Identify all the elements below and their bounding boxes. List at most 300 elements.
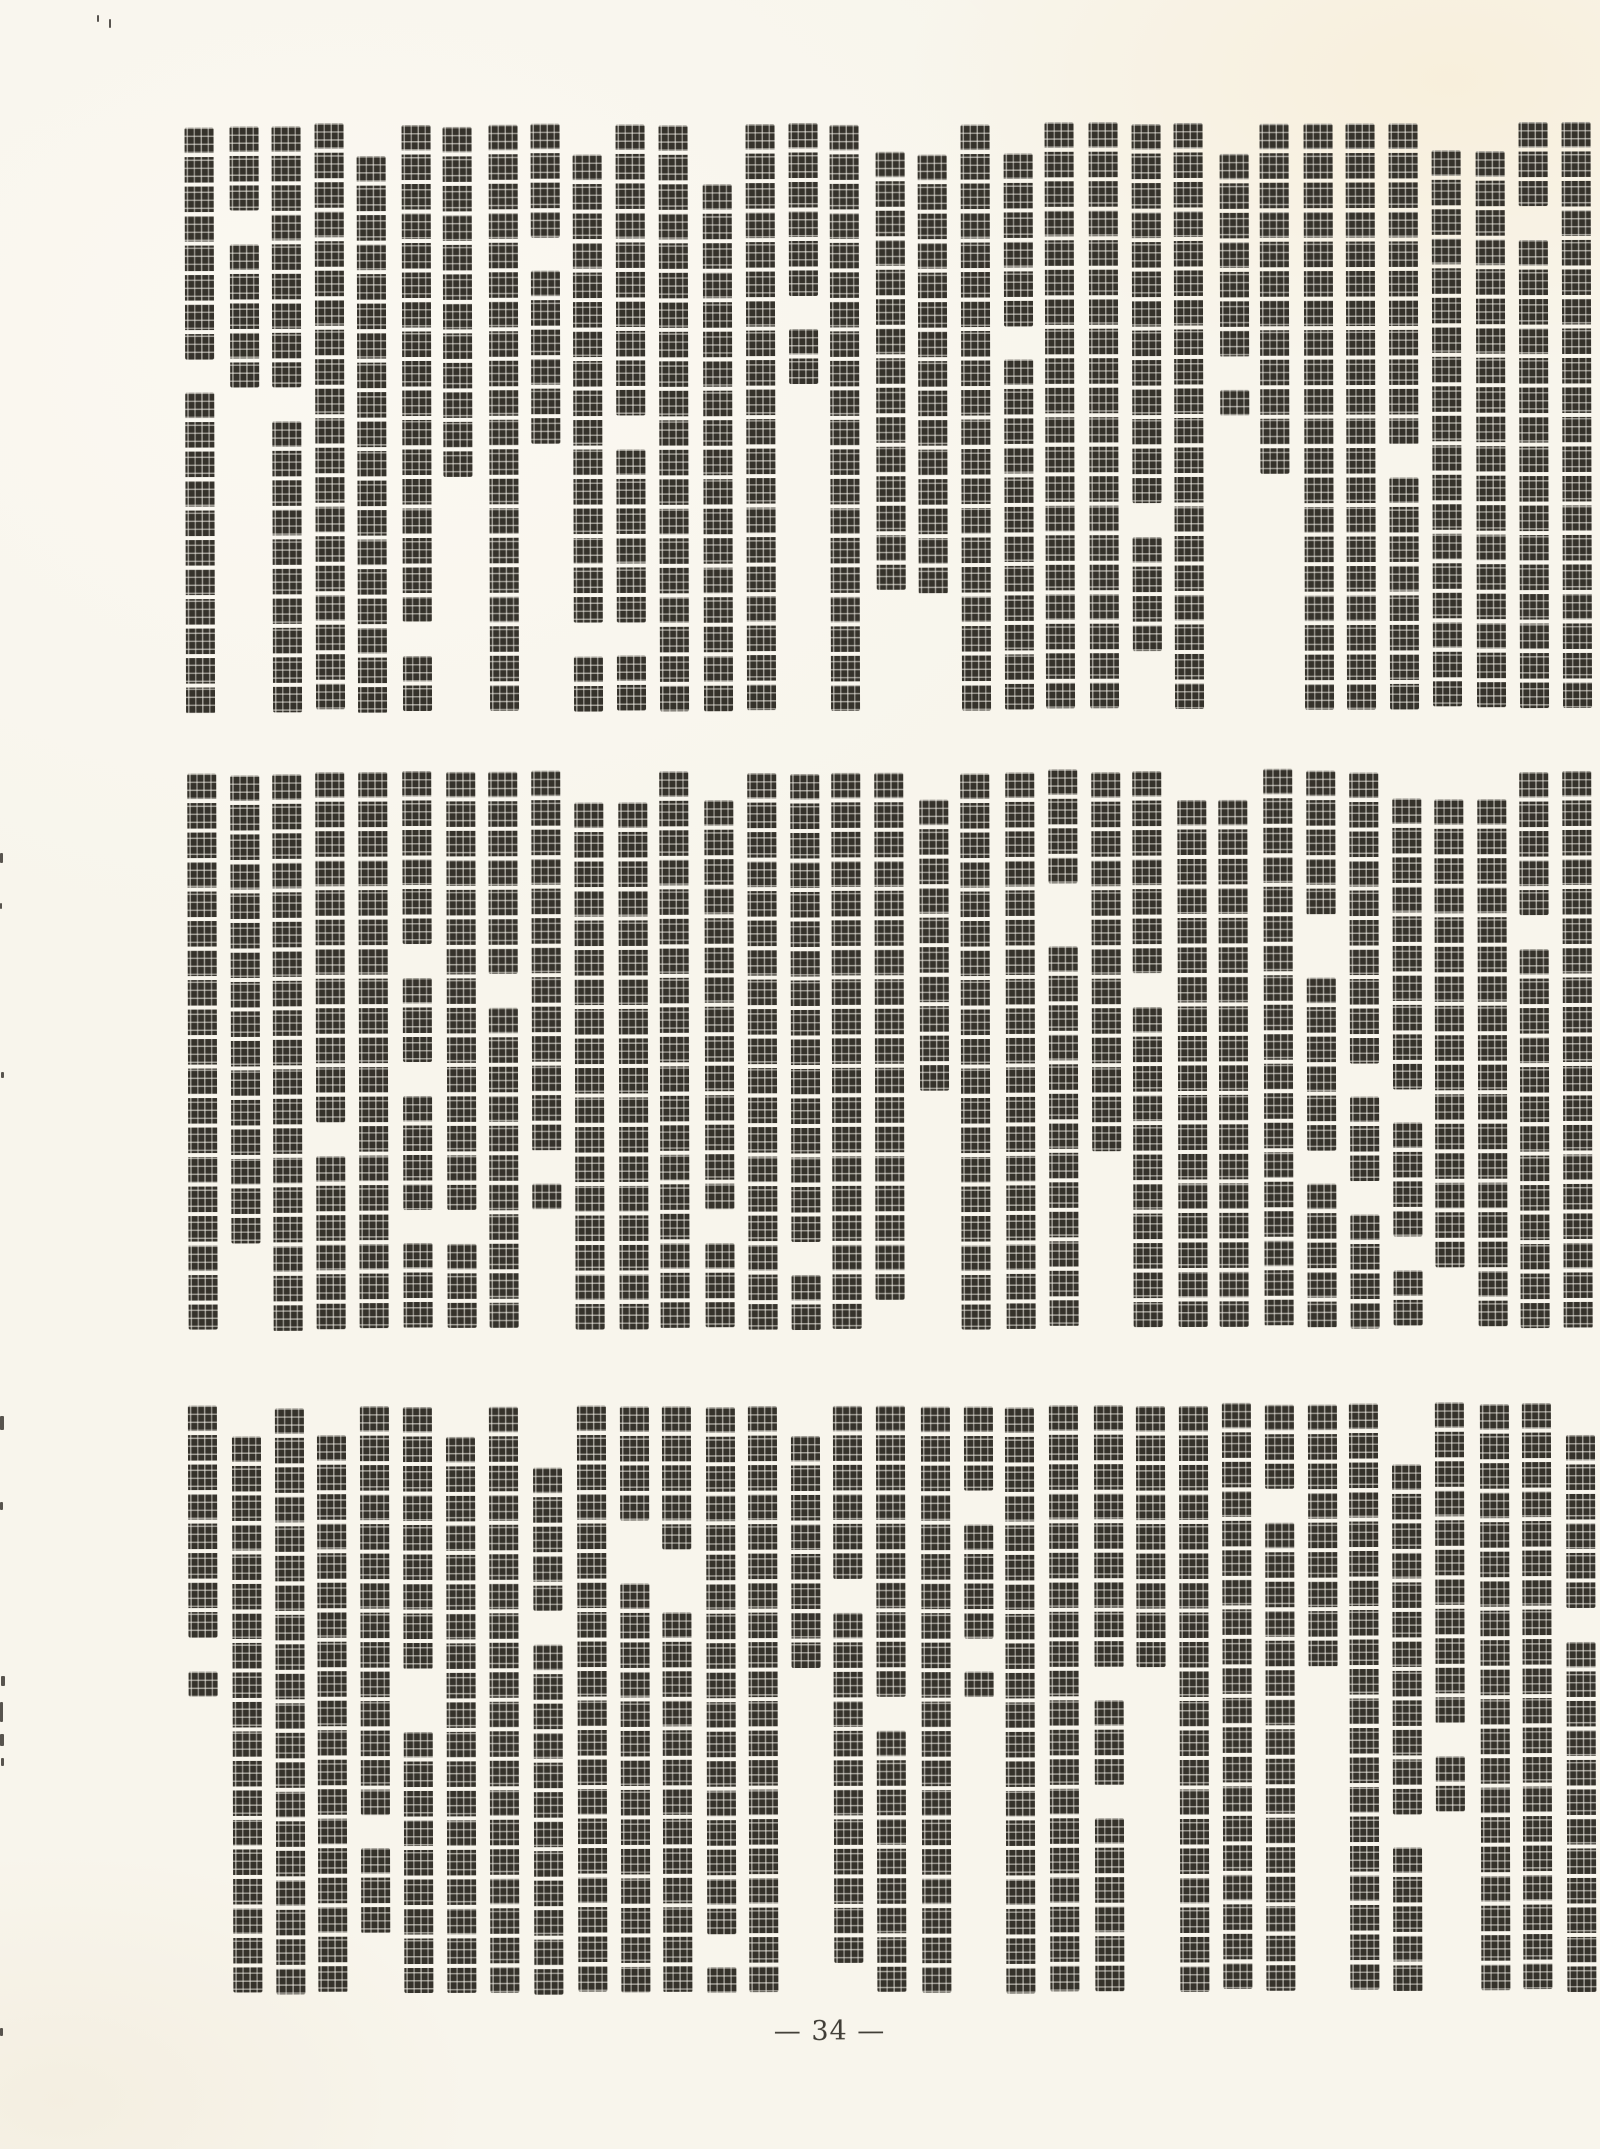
redacted-character-run bbox=[788, 123, 817, 296]
column-gap bbox=[489, 974, 518, 1008]
redacted-text-column bbox=[1307, 1405, 1337, 1667]
redacted-character-run bbox=[402, 771, 431, 944]
redacted-character-run bbox=[1349, 772, 1379, 1063]
redacted-text-column bbox=[747, 773, 777, 1330]
redacted-character-run bbox=[230, 244, 259, 388]
redacted-character-run bbox=[1432, 150, 1462, 707]
redacted-character-run bbox=[488, 771, 518, 974]
scan-artifact bbox=[0, 903, 2, 909]
redacted-character-run bbox=[1520, 949, 1550, 1329]
redacted-character-run bbox=[1306, 977, 1335, 1150]
redacted-character-run bbox=[830, 124, 861, 710]
column-gap bbox=[875, 1300, 904, 1334]
redacted-text-column bbox=[1346, 124, 1377, 710]
redacted-character-run bbox=[1563, 771, 1593, 1328]
column-gap bbox=[574, 623, 603, 657]
redacted-character-run bbox=[230, 126, 259, 211]
redacted-character-run bbox=[357, 156, 387, 713]
redacted-character-run bbox=[789, 329, 818, 384]
redacted-character-run bbox=[1264, 769, 1294, 1326]
redacted-text-column bbox=[531, 123, 561, 444]
redacted-text-column bbox=[961, 124, 992, 710]
column-gap bbox=[447, 1210, 476, 1244]
redacted-character-run bbox=[662, 1406, 691, 1550]
column-gap bbox=[1350, 1181, 1379, 1215]
redacted-character-run bbox=[403, 1407, 433, 1669]
redacted-text-column bbox=[1265, 1404, 1296, 1990]
redacted-character-run bbox=[831, 773, 861, 1330]
column-gap bbox=[1220, 356, 1249, 390]
redacted-character-run bbox=[403, 1096, 432, 1210]
redacted-text-column bbox=[1049, 1405, 1080, 1991]
text-band-2 bbox=[0, 770, 1600, 1335]
redacted-character-run bbox=[1259, 124, 1289, 474]
column-gap bbox=[402, 944, 431, 978]
redacted-character-run bbox=[1392, 798, 1422, 1089]
redacted-character-run bbox=[706, 1243, 735, 1328]
redacted-character-run bbox=[620, 1407, 649, 1521]
redacted-character-run bbox=[231, 775, 261, 1243]
redacted-text-column bbox=[1219, 154, 1249, 416]
column-gap bbox=[403, 622, 432, 656]
redacted-text-column bbox=[577, 1406, 608, 1992]
redacted-character-run bbox=[1219, 154, 1249, 357]
redacted-text-column bbox=[790, 774, 820, 1331]
redacted-character-run bbox=[1005, 772, 1035, 1329]
column-gap bbox=[186, 359, 215, 393]
redacted-character-run bbox=[404, 1731, 434, 1993]
redacted-text-column bbox=[489, 1407, 520, 1993]
column-gap bbox=[188, 1638, 217, 1672]
redacted-text-column bbox=[1392, 798, 1422, 1325]
column-gap bbox=[964, 1491, 993, 1525]
redacted-text-column bbox=[748, 1406, 779, 1992]
redacted-text-column bbox=[1562, 122, 1593, 708]
redacted-character-run bbox=[1133, 537, 1162, 651]
redacted-character-run bbox=[877, 1730, 907, 1992]
column-gap bbox=[273, 388, 302, 422]
redacted-text-column bbox=[705, 1407, 736, 1993]
column-gap bbox=[361, 1815, 390, 1849]
column-gap bbox=[1566, 1608, 1595, 1642]
redacted-text-column bbox=[443, 126, 473, 476]
redacted-character-run bbox=[1177, 800, 1207, 1327]
redacted-character-run bbox=[747, 773, 777, 1330]
redacted-character-run bbox=[315, 772, 345, 1122]
redacted-character-run bbox=[919, 800, 949, 1091]
scan-artifact bbox=[0, 1416, 4, 1430]
redacted-character-run bbox=[1173, 123, 1204, 709]
redacted-character-run bbox=[618, 802, 648, 1329]
redacted-character-run bbox=[533, 1467, 562, 1611]
redacted-text-column bbox=[574, 802, 604, 1329]
redacted-character-run bbox=[1132, 771, 1162, 974]
redacted-text-column bbox=[230, 126, 260, 388]
column-gap bbox=[616, 622, 645, 656]
redacted-text-column bbox=[1132, 771, 1162, 1328]
redacted-text-column bbox=[1091, 772, 1121, 1152]
redacted-text-column bbox=[1392, 1464, 1422, 1991]
redacted-text-column bbox=[875, 151, 905, 590]
redacted-text-column bbox=[1476, 151, 1506, 708]
redacted-character-run bbox=[1393, 1270, 1422, 1325]
redacted-character-run bbox=[1349, 1403, 1380, 1989]
redacted-character-run bbox=[574, 656, 603, 711]
redacted-text-column bbox=[702, 184, 732, 711]
scan-artifact bbox=[1, 1072, 4, 1078]
redacted-character-run bbox=[1094, 1818, 1123, 1991]
redacted-text-column bbox=[446, 772, 476, 1329]
column-gap bbox=[230, 211, 259, 245]
redacted-character-run bbox=[1434, 799, 1464, 1267]
redacted-text-column bbox=[315, 123, 346, 709]
redacted-character-run bbox=[315, 123, 346, 709]
redacted-character-run bbox=[1520, 772, 1549, 916]
column-gap bbox=[788, 296, 817, 330]
redacted-text-column bbox=[918, 155, 948, 594]
text-band-1 bbox=[0, 122, 1599, 716]
redacted-text-column bbox=[1306, 771, 1336, 1328]
redacted-character-run bbox=[1132, 124, 1162, 504]
redacted-character-run bbox=[531, 123, 560, 237]
redacted-character-run bbox=[1306, 771, 1335, 915]
redacted-text-column bbox=[232, 1436, 262, 1993]
redacted-character-run bbox=[659, 125, 690, 711]
redacted-character-run bbox=[403, 656, 432, 711]
redacted-character-run bbox=[1350, 1214, 1379, 1328]
column-gap bbox=[707, 1934, 736, 1968]
redacted-character-run bbox=[790, 774, 820, 1242]
redacted-character-run bbox=[963, 1406, 992, 1491]
redacted-character-run bbox=[1005, 1407, 1036, 1993]
redacted-text-column bbox=[1566, 1435, 1596, 1992]
redacted-character-run bbox=[834, 1613, 864, 1963]
redacted-character-run bbox=[748, 1406, 779, 1992]
redacted-character-run bbox=[488, 125, 519, 711]
column-gap bbox=[1048, 884, 1077, 947]
redacted-text-column bbox=[1179, 1406, 1210, 1992]
redacted-text-column bbox=[874, 773, 904, 1334]
redacted-character-run bbox=[186, 393, 216, 714]
redacted-text-column bbox=[1003, 153, 1033, 710]
redacted-character-run bbox=[1393, 1123, 1422, 1237]
redacted-character-run bbox=[1220, 390, 1249, 416]
redacted-character-run bbox=[1091, 772, 1121, 1152]
redacted-text-column bbox=[960, 773, 990, 1330]
redacted-character-run bbox=[358, 772, 388, 1329]
redacted-character-run bbox=[402, 978, 431, 1063]
column-gap bbox=[616, 416, 645, 450]
redacted-text-column bbox=[921, 1407, 952, 1993]
redacted-character-run bbox=[707, 1967, 736, 1993]
redacted-character-run bbox=[272, 775, 302, 1332]
redacted-text-column bbox=[1222, 1403, 1253, 1989]
scan-artifact bbox=[97, 15, 99, 22]
redacted-text-column bbox=[831, 773, 861, 1330]
scan-artifact bbox=[1, 1676, 5, 1686]
scan-artifact bbox=[109, 19, 111, 28]
column-gap bbox=[620, 1521, 649, 1584]
redacted-character-run bbox=[361, 1848, 390, 1933]
redacted-character-run bbox=[616, 449, 645, 622]
scan-artifact bbox=[1, 1758, 4, 1766]
redacted-character-run bbox=[964, 1524, 993, 1638]
redacted-character-run bbox=[446, 1436, 476, 1993]
redacted-text-column bbox=[358, 772, 388, 1329]
redacted-character-run bbox=[1479, 1405, 1510, 1991]
column-gap bbox=[1094, 1667, 1123, 1701]
redacted-character-run bbox=[616, 656, 645, 711]
redacted-text-column bbox=[830, 124, 861, 710]
redacted-text-column bbox=[1477, 799, 1507, 1326]
redacted-character-run bbox=[1093, 1405, 1123, 1667]
redacted-text-column bbox=[1432, 150, 1462, 707]
redacted-character-run bbox=[1045, 123, 1076, 709]
redacted-character-run bbox=[918, 155, 948, 594]
scan-artifact bbox=[0, 2028, 3, 2036]
column-gap bbox=[964, 1638, 993, 1672]
redacted-character-run bbox=[446, 772, 476, 1211]
column-gap bbox=[1389, 444, 1418, 478]
redacted-character-run bbox=[615, 125, 645, 416]
redacted-character-run bbox=[189, 1671, 218, 1697]
redacted-character-run bbox=[1519, 240, 1549, 708]
redacted-text-column bbox=[919, 800, 949, 1091]
column-gap bbox=[1004, 326, 1033, 360]
redacted-character-run bbox=[1562, 122, 1593, 708]
redacted-character-run bbox=[1222, 1403, 1253, 1989]
column-gap bbox=[877, 1697, 906, 1731]
redacted-character-run bbox=[401, 125, 431, 623]
redacted-text-column bbox=[272, 775, 302, 1332]
redacted-text-column bbox=[488, 771, 518, 1328]
redacted-text-column bbox=[272, 126, 303, 712]
redacted-text-column bbox=[1479, 1405, 1510, 1991]
redacted-text-column bbox=[615, 125, 646, 711]
redacted-character-run bbox=[443, 126, 473, 476]
column-gap bbox=[1133, 973, 1162, 1007]
redacted-character-run bbox=[273, 421, 303, 712]
redacted-text-column bbox=[1304, 124, 1335, 710]
redacted-text-column bbox=[188, 1406, 218, 1697]
page-number: — 34 — bbox=[773, 2015, 886, 2048]
redacted-text-column bbox=[1522, 1403, 1553, 1989]
redacted-character-run bbox=[534, 1644, 564, 1994]
column-gap bbox=[1306, 914, 1335, 977]
redacted-character-run bbox=[620, 1584, 650, 1993]
redacted-character-run bbox=[572, 155, 602, 623]
redacted-text-column bbox=[403, 1407, 434, 1993]
redacted-text-column bbox=[187, 773, 217, 1330]
redacted-text-column bbox=[618, 802, 648, 1329]
scan-artifact bbox=[0, 853, 3, 863]
redacted-character-run bbox=[185, 127, 215, 359]
redacted-character-run bbox=[663, 1612, 693, 1992]
redacted-character-run bbox=[574, 802, 604, 1329]
redacted-character-run bbox=[1307, 1184, 1336, 1328]
column-gap bbox=[1133, 503, 1162, 537]
redacted-text-column bbox=[275, 1408, 306, 1994]
text-band-3 bbox=[1, 1404, 1600, 1998]
redacted-text-column bbox=[1389, 123, 1420, 709]
redacted-character-run bbox=[1304, 124, 1335, 710]
redacted-character-run bbox=[746, 124, 777, 710]
redacted-character-run bbox=[1133, 1007, 1163, 1328]
redacted-text-column bbox=[659, 125, 690, 711]
redacted-character-run bbox=[1389, 123, 1419, 444]
column-gap bbox=[404, 1668, 433, 1731]
column-gap bbox=[534, 1611, 563, 1645]
redacted-character-run bbox=[964, 1672, 993, 1698]
redacted-character-run bbox=[403, 1243, 432, 1328]
redacted-character-run bbox=[960, 773, 990, 1330]
redacted-text-column bbox=[876, 1406, 907, 1992]
redacted-text-column bbox=[360, 1406, 390, 1933]
redacted-character-run bbox=[188, 1406, 218, 1638]
redacted-character-run bbox=[921, 1407, 952, 1993]
redacted-text-column bbox=[1434, 1403, 1464, 1812]
redacted-character-run bbox=[791, 1435, 821, 1667]
redacted-character-run bbox=[833, 1406, 862, 1579]
redacted-text-column bbox=[1349, 1403, 1380, 1989]
redacted-character-run bbox=[1393, 1847, 1422, 1991]
redacted-text-column bbox=[488, 125, 519, 711]
column-gap bbox=[1265, 1489, 1294, 1523]
redacted-character-run bbox=[961, 124, 992, 710]
redacted-character-run bbox=[1346, 124, 1377, 710]
redacted-character-run bbox=[1392, 1464, 1422, 1814]
column-gap bbox=[1393, 1089, 1422, 1123]
redacted-character-run bbox=[317, 1435, 347, 1992]
redacted-character-run bbox=[705, 1407, 735, 1934]
column-gap bbox=[706, 1209, 735, 1243]
column-gap bbox=[1307, 1150, 1336, 1184]
redacted-text-column bbox=[788, 123, 818, 385]
column-gap bbox=[834, 1963, 863, 1997]
redacted-character-run bbox=[1048, 947, 1078, 1327]
redacted-character-run bbox=[1435, 1757, 1464, 1812]
redacted-text-column bbox=[315, 772, 345, 1329]
redacted-text-column bbox=[446, 1436, 476, 1993]
redacted-character-run bbox=[531, 271, 560, 444]
redacted-character-run bbox=[874, 773, 904, 1300]
redacted-text-column bbox=[572, 155, 602, 712]
redacted-character-run bbox=[1434, 1403, 1464, 1724]
redacted-text-column bbox=[231, 775, 261, 1243]
redacted-text-column bbox=[833, 1406, 864, 1996]
redacted-text-column bbox=[1218, 800, 1248, 1327]
redacted-text-column bbox=[185, 127, 216, 713]
redacted-text-column bbox=[662, 1406, 693, 1992]
redacted-text-column bbox=[1173, 123, 1204, 709]
column-gap bbox=[791, 1242, 820, 1276]
column-gap bbox=[316, 1122, 345, 1156]
column-gap bbox=[1393, 1814, 1422, 1848]
redacted-text-column bbox=[1045, 123, 1076, 709]
redacted-text-column bbox=[1048, 770, 1078, 1327]
column-gap bbox=[1435, 1723, 1464, 1757]
redacted-character-run bbox=[360, 1406, 390, 1815]
redacted-text-column bbox=[1518, 122, 1549, 708]
redacted-character-run bbox=[532, 1184, 561, 1210]
redacted-text-column bbox=[1563, 771, 1593, 1328]
redacted-text-column bbox=[317, 1435, 347, 1992]
redacted-character-run bbox=[1094, 1700, 1123, 1785]
redacted-character-run bbox=[702, 184, 732, 711]
redacted-text-column bbox=[1136, 1406, 1166, 1668]
column-gap bbox=[662, 1549, 691, 1612]
redacted-text-column bbox=[533, 1467, 563, 1994]
redacted-character-run bbox=[875, 151, 905, 590]
scan-artifact bbox=[0, 1702, 3, 1722]
redacted-character-run bbox=[1004, 359, 1034, 709]
redacted-character-run bbox=[489, 1407, 520, 1993]
redacted-text-column bbox=[791, 1435, 821, 1667]
column-gap bbox=[1094, 1785, 1123, 1819]
column-gap bbox=[531, 237, 560, 271]
column-gap bbox=[1393, 1237, 1422, 1271]
redacted-text-column bbox=[620, 1407, 651, 1993]
redacted-text-column bbox=[963, 1406, 993, 1697]
redacted-text-column bbox=[1089, 122, 1120, 708]
redacted-character-run bbox=[316, 1156, 345, 1329]
scan-artifact bbox=[0, 1734, 4, 1746]
column-gap bbox=[403, 1062, 432, 1096]
column-gap bbox=[532, 1150, 561, 1184]
redacted-text-column bbox=[1177, 800, 1207, 1327]
redacted-character-run bbox=[1049, 1405, 1080, 1991]
redacted-character-run bbox=[1179, 1406, 1210, 1992]
redacted-character-run bbox=[1518, 122, 1547, 207]
redacted-character-run bbox=[1389, 477, 1419, 709]
redacted-character-run bbox=[1089, 122, 1120, 708]
redacted-character-run bbox=[660, 771, 690, 1328]
redacted-character-run bbox=[1522, 1403, 1553, 1989]
redacted-character-run bbox=[1136, 1406, 1166, 1668]
redacted-text-column bbox=[357, 156, 387, 713]
redacted-character-run bbox=[1048, 770, 1077, 884]
redacted-character-run bbox=[1265, 1404, 1294, 1489]
redacted-character-run bbox=[1003, 153, 1032, 326]
redacted-text-column bbox=[1132, 124, 1162, 651]
redacted-character-run bbox=[1350, 1096, 1379, 1181]
column-gap bbox=[833, 1579, 862, 1613]
redacted-character-run bbox=[1476, 151, 1506, 708]
redacted-character-run bbox=[489, 1007, 519, 1328]
redacted-text-column bbox=[401, 125, 432, 711]
redacted-text-column bbox=[1259, 124, 1289, 474]
scan-artifact bbox=[0, 1502, 3, 1510]
redacted-character-run bbox=[187, 773, 217, 1330]
redacted-character-run bbox=[792, 1275, 821, 1330]
redacted-text-column bbox=[704, 800, 734, 1327]
redacted-character-run bbox=[577, 1406, 608, 1992]
redacted-text-column bbox=[402, 771, 432, 1328]
redacted-text-column bbox=[1093, 1405, 1124, 1991]
redacted-text-column bbox=[1434, 799, 1464, 1267]
redacted-text-column bbox=[1005, 1407, 1036, 1993]
redacted-character-run bbox=[1566, 1642, 1596, 1992]
column-gap bbox=[1518, 206, 1547, 240]
column-gap bbox=[1350, 1063, 1379, 1097]
redacted-text-column bbox=[531, 771, 561, 1210]
column-gap bbox=[403, 1210, 432, 1244]
redacted-character-run bbox=[447, 1244, 476, 1329]
redacted-character-run bbox=[275, 1408, 306, 1994]
column-gap bbox=[1520, 915, 1549, 949]
redacted-character-run bbox=[531, 771, 561, 1151]
redacted-text-column bbox=[660, 771, 690, 1328]
